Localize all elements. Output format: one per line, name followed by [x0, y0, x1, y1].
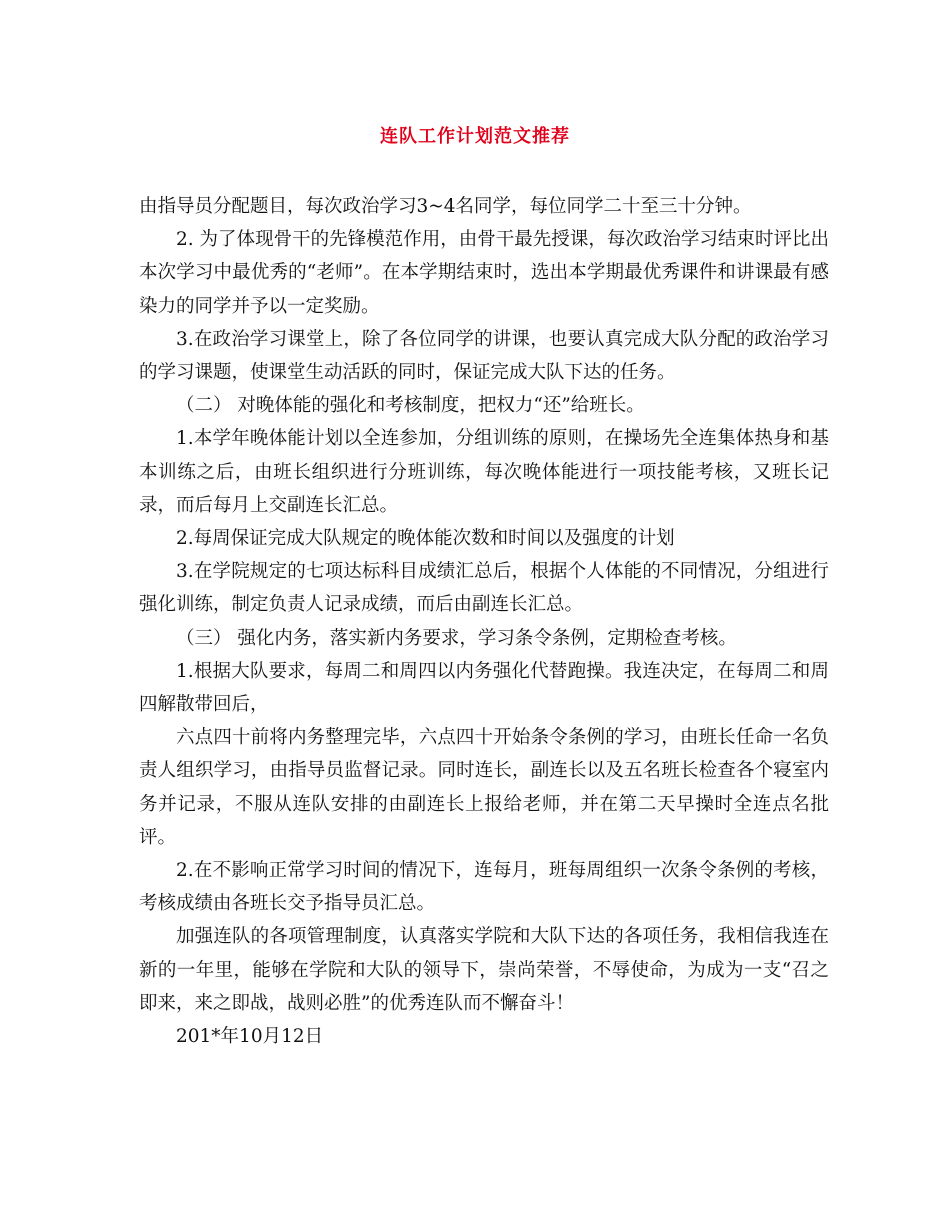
paragraph: （二） 对晚体能的强化和考核制度，把权力“还”给班长。: [176, 395, 645, 417]
paragraph: 3.在政治学习课堂上，除了各位同学的讲课，也要认真完成大队分配的政治学习的学习课题，使课堂生动活跃的同时，保证完成大队下达的任务。: [139, 328, 829, 384]
paragraph: 六点四十前将内务整理完毕，六点四十开始条令条例的学习，由班长任命一名负责人组织学习，由指导员监督记录。同时连长，副连长以及五名班长检查各个寝室内务并记录，不服从连队安排的由副连长上报给老师，并在第二天早操时全连点名批评。: [139, 727, 829, 848]
paragraph: 201*年10月12日: [176, 1026, 324, 1048]
paragraph: 2. 为了体现骨干的先锋模范作用，由骨干最先授课，每次政治学习结束时评比出本次学习中最优秀的“老师”。在本学期结束时，选出本学期最优秀课件和讲课最有感染力的同学并予以一定奖励。: [139, 229, 829, 317]
paragraph: 加强连队的各项管理制度，认真落实学院和大队下达的各项任务，我相信我连在新的一年里，能够在学院和大队的领导下，崇尚荣誉，不辱使命，为成为一支“召之即来，来之即战，战则必胜”的优秀连队而不懈奋斗！: [139, 926, 829, 1014]
paragraph: （三） 强化内务，落实新内务要求，学习条令条例，定期检查考核。: [176, 627, 737, 649]
document-title: 连队工作计划范文推荐: [380, 126, 570, 147]
paragraph: 1.本学年晚体能计划以全连参加，分组训练的原则，在操场先全连集体热身和基本训练之后，由班长组织进行分班训练，每次晚体能进行一项技能考核，又班长记录，而后每月上交副连长汇总。: [139, 428, 829, 516]
document-body: [139, 190, 829, 1053]
paragraph: 3.在学院规定的七项达标科目成绩汇总后，根据个人体能的不同情况，分组进行强化训练，制定负责人记录成绩，而后由副连长汇总。: [139, 561, 829, 616]
paragraph: 1.根据大队要求，每周二和周四以内务强化代替跑操。我连决定，在每周二和周四解散带回后，: [139, 660, 829, 716]
paragraph: 2.在不影响正常学习时间的情况下，连每月，班每周组织一次条令条例的考核，考核成绩由各班长交予指导员汇总。: [139, 860, 829, 915]
paragraph: 2.每周保证完成大队规定的晚体能次数和时间以及强度的计划: [176, 528, 675, 550]
paragraph: 由指导员分配题目，每次政治学习3~4名同学，每位同学二十至三十分钟。: [139, 196, 752, 217]
